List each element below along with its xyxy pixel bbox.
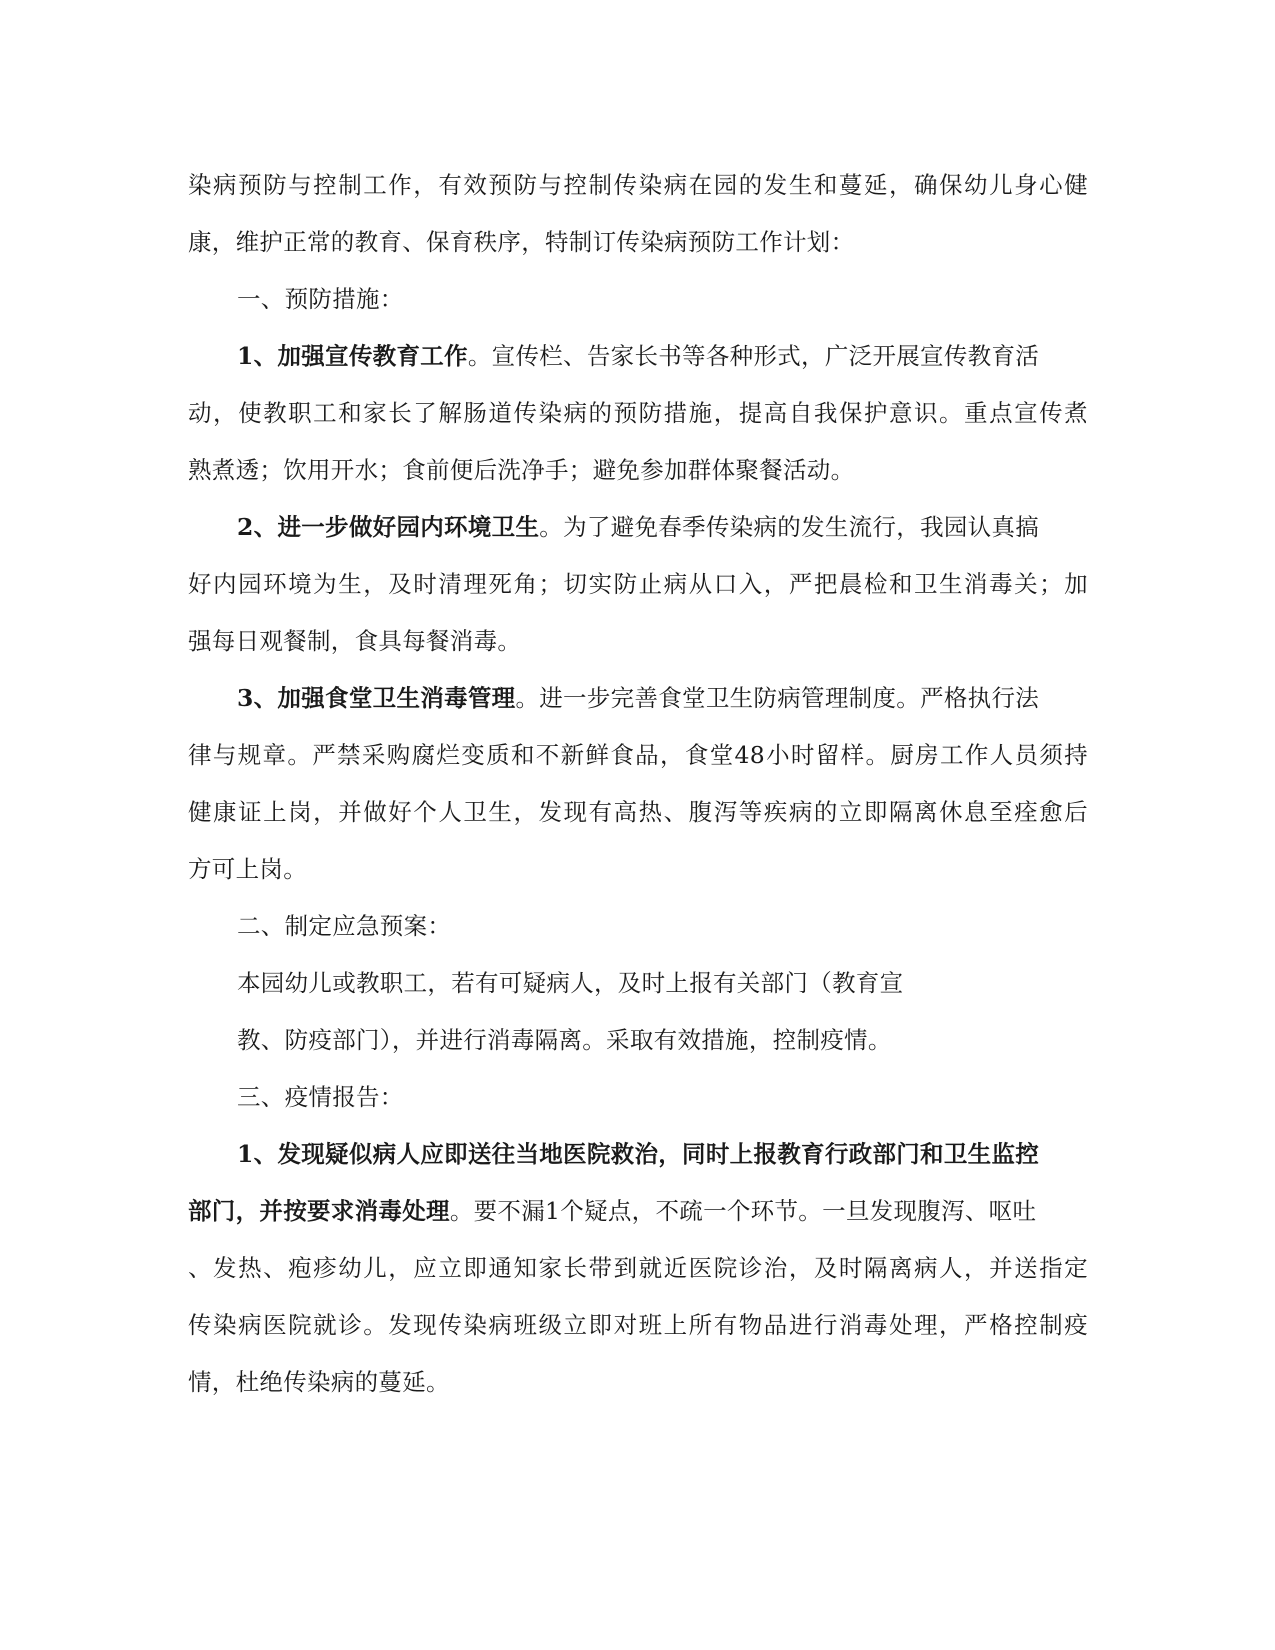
line-text: 。为了避免春季传染病的发生流行，我园认真搞: [539, 513, 1040, 541]
paragraph-line: [188, 170, 1088, 200]
line-text: 方可上岗。: [188, 855, 307, 883]
section-heading: [237, 1082, 1137, 1112]
heading-text: 一、预防措施：: [237, 285, 404, 313]
line-text: 本园幼儿或教职工，若有可疑病人，及时上报有关部门（教育宣: [237, 969, 904, 997]
line-text: 好内园环境为生，及时清理死角；切实防止病从口入，严把晨检和卫生消毒关；加: [188, 570, 1088, 598]
line-text: 康，维护正常的教育、保育秩序，特制订传染病预防工作计划：: [188, 228, 855, 256]
line-text: 染病预防与控制工作，有效预防与控制传染病在园的发生和蔓延，确保幼儿身心健: [188, 171, 1088, 199]
paragraph-line: [188, 1253, 1088, 1283]
bold-lead: 3、加强食堂卫生消毒管理: [237, 684, 516, 712]
paragraph-line: [188, 398, 1088, 428]
paragraph-line: [188, 797, 1088, 827]
line-text: 教、防疫部门），并进行消毒隔离。采取有效措施，控制疫情。: [237, 1026, 892, 1054]
paragraph-line: [188, 1196, 1088, 1226]
line-text: 律与规章。严禁采购腐烂变质和不新鲜食品，食堂48小时留样。厨房工作人员须持: [188, 741, 1088, 769]
paragraph-line: [237, 968, 1137, 998]
paragraph-line: [188, 1367, 1088, 1397]
line-text: 。要不漏1个疑点，不疏一个环节。一旦发现腹泻、呕吐: [449, 1197, 1037, 1225]
paragraph-line: [237, 341, 1137, 371]
bold-lead: 1、加强宣传教育工作: [237, 342, 468, 370]
heading-text: 二、制定应急预案：: [237, 912, 452, 940]
bold-lead: 部门，并按要求消毒处理: [188, 1197, 450, 1225]
paragraph-line: [188, 227, 1088, 257]
line-text: 。进一步完善食堂卫生防病管理制度。严格执行法: [515, 684, 1040, 712]
line-text: 健康证上岗，并做好个人卫生，发现有高热、腹泻等疾病的立即隔离休息至痊愈后: [188, 798, 1088, 826]
bold-lead: 1、发现疑似病人应即送往当地医院救治，同时上报教育行政部门和卫生监控: [237, 1140, 1040, 1168]
line-text: 强每日观餐制，食具每餐消毒。: [188, 627, 522, 655]
paragraph-line: [188, 854, 1088, 884]
paragraph-line: [188, 740, 1088, 770]
line-text: 、发热、疱疹幼儿，应立即通知家长带到就近医院诊治，及时隔离病人，并送指定: [188, 1254, 1088, 1282]
heading-text: 三、疫情报告：: [237, 1083, 404, 1111]
paragraph-line: [188, 455, 1088, 485]
paragraph-line: [188, 569, 1088, 599]
paragraph-line: [188, 1310, 1088, 1340]
paragraph-line: [237, 1139, 1137, 1169]
line-text: 。宣传栏、告家长书等各种形式，广泛开展宣传教育活: [467, 342, 1040, 370]
paragraph-line: [188, 626, 1088, 656]
line-text: 熟煮透；饮用开水；食前便后洗净手；避免参加群体聚餐活动。: [188, 456, 855, 484]
section-heading: [237, 911, 1137, 941]
section-heading: [237, 284, 1137, 314]
paragraph-line: [237, 683, 1137, 713]
bold-lead: 2、进一步做好园内环境卫生: [237, 513, 540, 541]
paragraph-line: [237, 512, 1137, 542]
paragraph-line: [237, 1025, 1137, 1055]
line-text: 传染病医院就诊。发现传染病班级立即对班上所有物品进行消毒处理，严格控制疫: [188, 1311, 1088, 1339]
line-text: 动，使教职工和家长了解肠道传染病的预防措施，提高自我保护意识。重点宣传煮: [188, 399, 1088, 427]
line-text: 情，杜绝传染病的蔓延。: [188, 1368, 450, 1396]
